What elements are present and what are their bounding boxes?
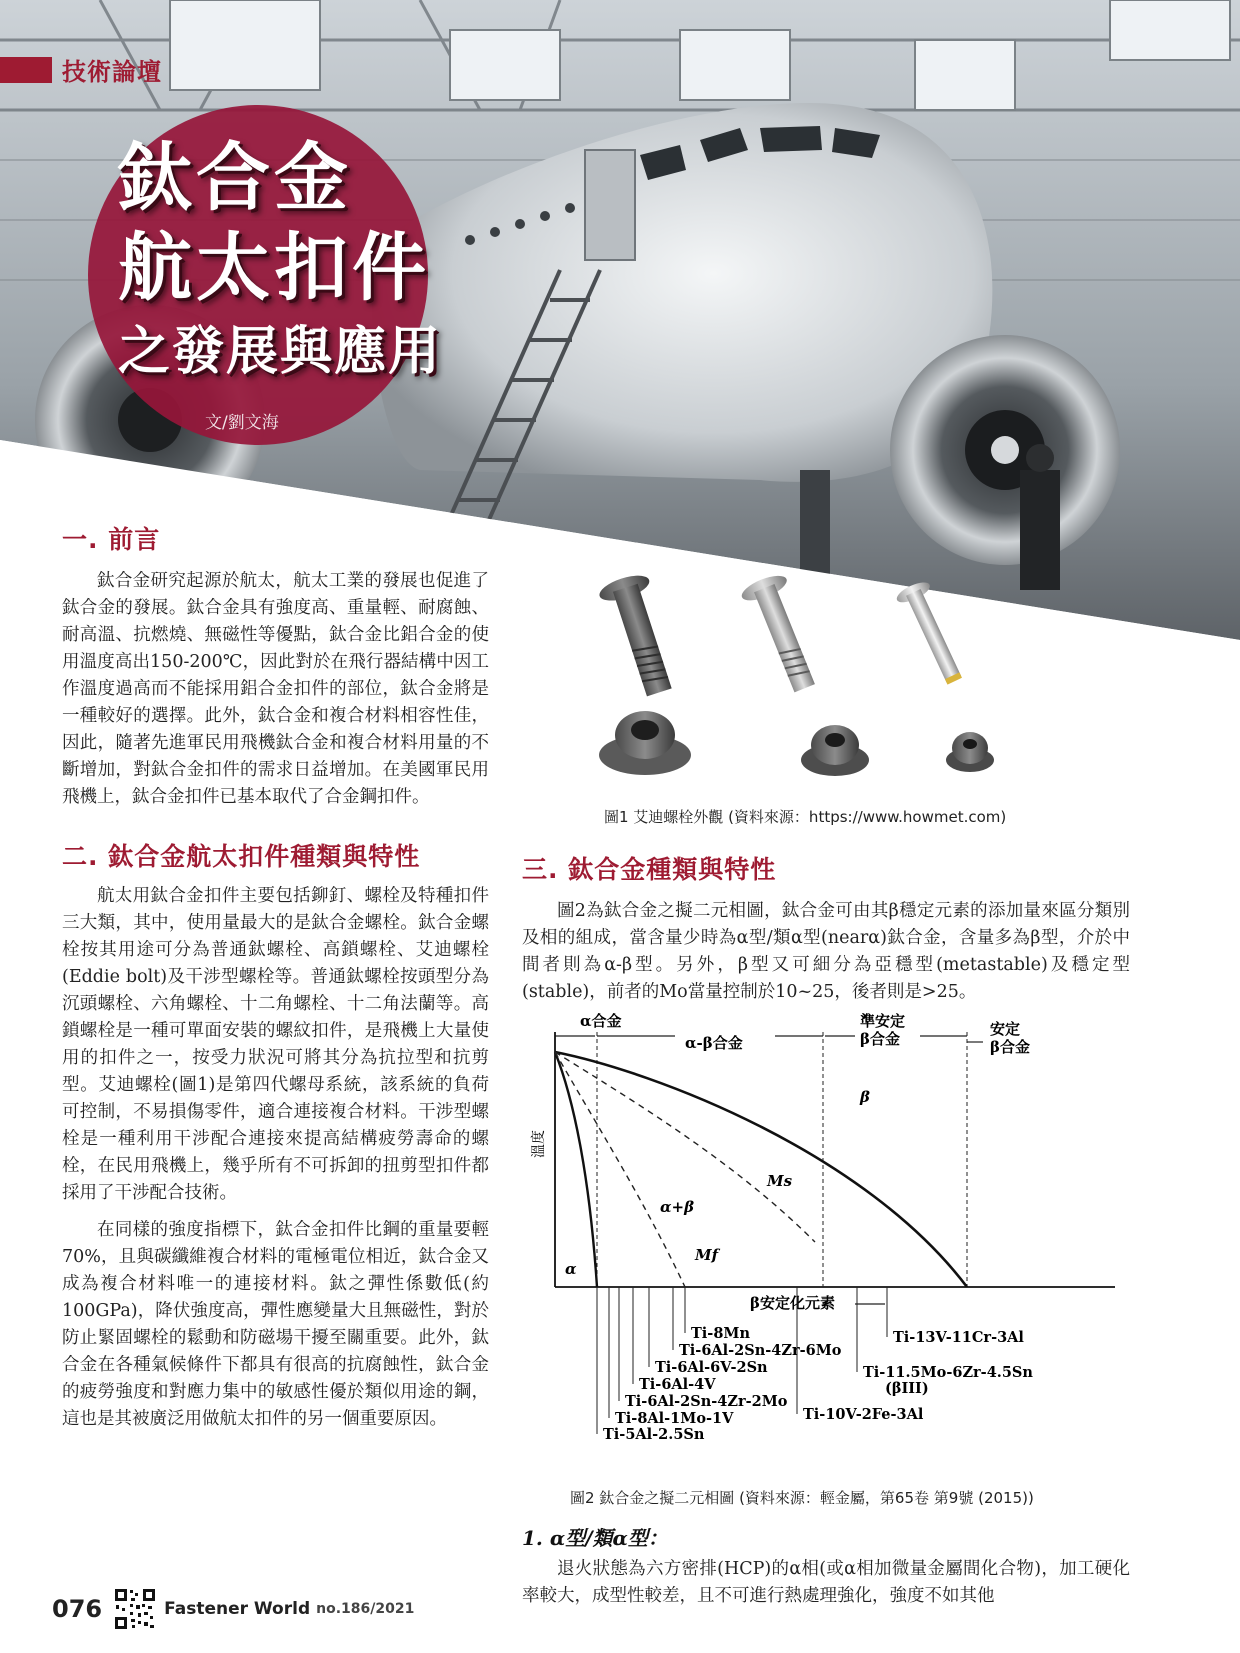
title-line-1: 鈦合金 bbox=[118, 135, 352, 221]
issue-number: no.186/2021 bbox=[316, 1601, 415, 1617]
subheading-alpha-type: 1. α型/類α型： bbox=[522, 1526, 668, 1550]
alloy-label: Ti-13V-11Cr-3Al bbox=[893, 1329, 1024, 1346]
article-title bbox=[118, 135, 443, 383]
label-ms: Ms bbox=[767, 1172, 793, 1190]
bolt-dark bbox=[597, 571, 684, 701]
alloy-label: Ti-8Mn bbox=[691, 1325, 750, 1342]
figure-1-caption: 圖1 艾迪螺栓外觀 (資料來源：https://www.howmet.com) bbox=[604, 808, 1007, 826]
figure-2-phase-diagram bbox=[531, 1012, 1125, 1492]
figure-1-eddie-bolt bbox=[595, 570, 1115, 810]
alloy-label: Ti-6Al-6V-2Sn bbox=[655, 1359, 768, 1376]
label-alpha-beta-alloy: α-β合金 bbox=[685, 1034, 743, 1052]
alloy-label: Ti-6Al-4V bbox=[639, 1376, 716, 1393]
alloy-label: Ti-5Al-2.5Sn bbox=[603, 1426, 705, 1443]
region-alpha-beta: α+β bbox=[660, 1198, 695, 1216]
qr-code-icon bbox=[114, 1588, 156, 1630]
alloy-label: Ti-11.5Mo-6Zr-4.5Sn bbox=[863, 1364, 1033, 1381]
heading-titanium-types: 三. 鈦合金種類與特性 bbox=[522, 855, 777, 884]
label-metastable-2: β合金 bbox=[860, 1030, 900, 1048]
left-column bbox=[62, 520, 489, 1433]
y-axis-label: 溫度 bbox=[531, 1130, 547, 1158]
page-number: 076 bbox=[52, 1595, 103, 1623]
heading-intro: 一. 前言 bbox=[62, 525, 161, 554]
label-stable-1: 安定 bbox=[990, 1020, 1021, 1038]
title-line-2: 航太扣件 bbox=[118, 224, 430, 311]
region-alpha: α bbox=[565, 1260, 577, 1278]
para-titanium-types: 圖2為鈦合金之擬二元相圖，鈦合金可由其β穩定元素的添加量來區分類別及相的組成，當含量少時為α型/類α型(nearα)鈦合金，含量多為β型，介於中間者則為α-β型。另外，β型又可細分為亞穩型(metastable)及穩定型(stable)，前者的Mo當量控制於10~25，後者則是>25。 bbox=[522, 901, 1130, 1002]
bolt-grey bbox=[739, 571, 827, 697]
label-alpha-alloy: α合金 bbox=[580, 1012, 622, 1030]
alloy-label: Ti-6Al-2Sn-4Zr-6Mo bbox=[679, 1342, 842, 1359]
heading-types: 二. 鈦合金航太扣件種類與特性 bbox=[62, 842, 421, 871]
x-axis-label: β安定化元素 bbox=[750, 1294, 835, 1312]
label-metastable-1: 準安定 bbox=[860, 1012, 906, 1030]
alloy-label: (βIII) bbox=[885, 1380, 929, 1397]
region-beta: β bbox=[860, 1088, 870, 1106]
section-tag bbox=[0, 52, 162, 87]
phase-diagram-svg bbox=[531, 1012, 1125, 1492]
magazine-name: Fastener World bbox=[164, 1599, 311, 1619]
section-tag-label: 技術論壇 bbox=[62, 58, 162, 86]
title-line-3: 之發展與應用 bbox=[118, 322, 443, 383]
right-column bbox=[522, 850, 1130, 1006]
para-alpha-type: 退火狀態為六方密排(HCP)的α相(或α相加微量金屬間化合物)，加工硬化率較大，成型性較差，且不可進行熱處理強化，強度不如其他 bbox=[522, 1559, 1130, 1606]
alloy-label: Ti-10V-2Fe-3Al bbox=[803, 1406, 924, 1423]
eddie-bolt-photo bbox=[595, 570, 1115, 810]
alloy-label: Ti-8Al-1Mo-1V bbox=[615, 1410, 734, 1427]
page-footer bbox=[52, 1588, 414, 1630]
para-types-2: 在同樣的強度指標下，鈦合金扣件比鋼的重量要輕70%，且與碳纖維複合材料的電極電位相近，鈦合金又成為複合材料唯一的連接材料。鈦之彈性係數低(約100GPa)，降伏強度高，彈性應變量大且無磁性，對於防止緊固螺栓的鬆動和防磁場干擾至關重要。此外，鈦合金在各種氣候條件下都具有很高的抗腐蝕性，鈦合金的疲勞強度和對應力集中的敏感性優於類似用途的鋼，這也是其被廣泛用做航太扣件的另一個重要原因。 bbox=[62, 1220, 489, 1429]
author-credit: 文/劉文海 bbox=[205, 413, 279, 433]
para-types-1: 航太用鈦合金扣件主要包括鉚釘、螺栓及特種扣件三大類，其中，使用量最大的是鈦合金螺栓。鈦合金螺栓按其用途可分為普通鈦螺栓、高鎖螺栓、艾迪螺栓(Eddie bolt)及干涉型螺栓等。普通鈦螺栓按頭型分為沉頭螺栓、六角螺栓、十二角螺栓、十二角法蘭等。高鎖螺栓是一種可單面安裝的螺紋扣件，是飛機上大量使用的扣件之一，按受力狀況可將其分為抗拉型和抗剪型。艾迪螺栓(圖1)是第四代螺母系統，該系統的負荷可控制，不易損傷零件，適合連接複合材料。干涉型螺栓是一種利用干涉配合連接來提高結構疲勞壽命的螺栓，在民用飛機上，幾乎所有不可拆卸的扭剪型扣件都採用了干涉配合技術。 bbox=[62, 886, 489, 1203]
label-mf: Mf bbox=[695, 1246, 719, 1264]
nut-small bbox=[946, 732, 994, 772]
nut-medium bbox=[801, 725, 869, 776]
para-intro: 鈦合金研究起源於航太，航太工業的發展也促進了鈦合金的發展。鈦合金具有強度高、重量輕、耐腐蝕、耐高溫、抗燃燒、無磁性等優點，鈦合金比鋁合金的使用溫度高出150-200℃，因此對於在飛行器結構中因工作溫度過高而不能採用鋁合金扣件的部位，鈦合金將是一種較好的選擇。此外，鈦合金和複合材料相容性佳，因此，隨著先進軍民用飛機鈦合金和複合材料用量的不斷增加，對鈦合金扣件的需求日益增加。在美國軍民用飛機上，鈦合金扣件已基本取代了合金鋼扣件。 bbox=[62, 571, 489, 807]
alloy-label: Ti-6Al-2Sn-4Zr-2Mo bbox=[625, 1393, 788, 1410]
section-tag-bar bbox=[0, 57, 52, 83]
bolt-silver bbox=[894, 578, 971, 688]
label-stable-2: β合金 bbox=[990, 1038, 1030, 1056]
nut-large bbox=[599, 711, 691, 775]
figure-2-caption: 圖2 鈦合金之擬二元相圖 (資料來源：輕金屬，第65卷 第9號 (2015)) bbox=[570, 1489, 1034, 1507]
